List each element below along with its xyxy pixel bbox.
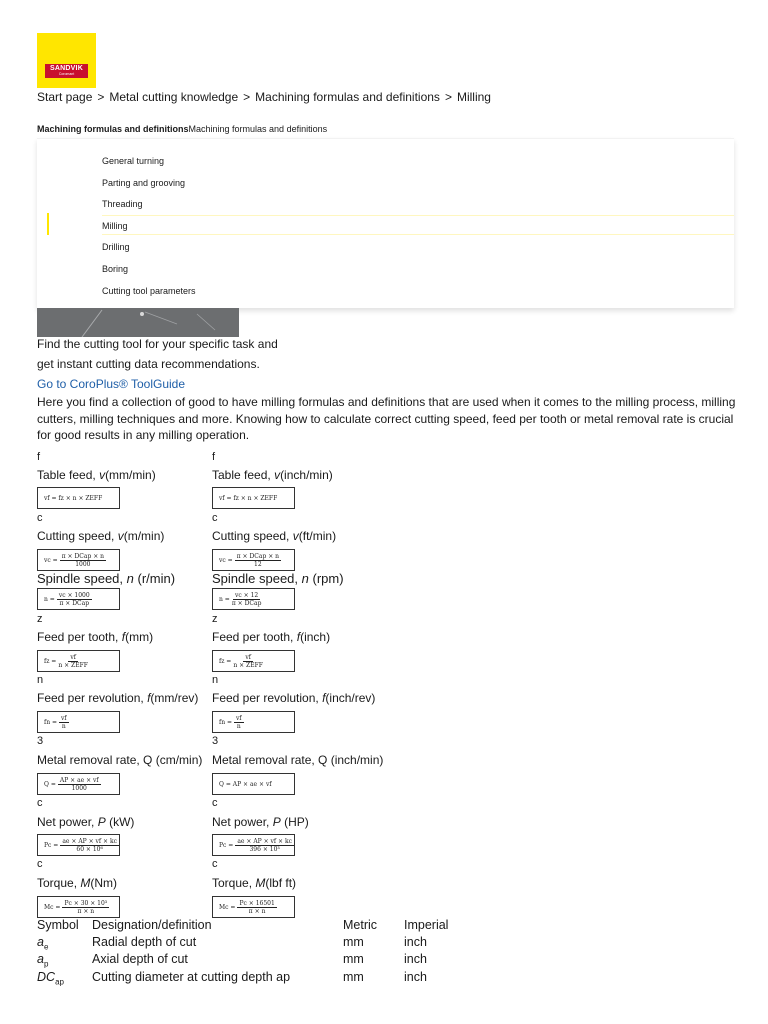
cutting-speed-imperial-label: Cutting speed, v(ft/min): [212, 529, 337, 543]
intro-paragraph: Here you find a collection of good to have milling formulas and definitions that are used when it comes to the milling process, milling cutters, milling techniques and more. Knowing how to calculate correct cutting speed, feed per tooth or metal removal rate is crucial for good results in any milling operation.: [37, 395, 736, 442]
section-letter: z: [212, 613, 218, 625]
spindle-speed-metric-label: Spindle speed, n (r/min): [37, 571, 176, 586]
section-letter: z: [37, 613, 43, 625]
menu-item-cutting-tool-parameters[interactable]: Cutting tool parameters: [102, 286, 196, 296]
breadcrumb-milling[interactable]: Milling: [456, 90, 491, 104]
section-letter: 3: [37, 735, 44, 747]
table-header-imperial: Imperial: [404, 918, 449, 932]
section-title[interactable]: [37, 123, 327, 135]
breadcrumb-formulas[interactable]: Machining formulas and definitions: [255, 90, 440, 104]
sandvik-logo[interactable]: [37, 33, 96, 88]
feed-per-tooth-imperial-label: Feed per tooth, f(inch): [212, 630, 331, 644]
cutting-speed-metric-formula: vc = $\frac{\text{π × DCap × n}}{1000}$: [37, 549, 120, 571]
table-feed-metric-label: Table feed, v(mm/min): [37, 468, 156, 482]
table-metric-unit: mm: [343, 935, 364, 949]
section-title-normal: Machining formulas and definitions: [188, 124, 328, 134]
formulas-menu: [37, 138, 734, 308]
toolguide-link[interactable]: Go to CoroPlus® ToolGuide: [37, 377, 186, 391]
spindle-speed-imperial-label: Spindle speed, n (rpm): [212, 571, 344, 586]
net-power-metric-formula: Pc = $\frac{ae \times AP \times vf \times kc}{\text{60 × 10⁶}}$: [37, 834, 120, 856]
menu-item-drilling[interactable]: Drilling: [102, 242, 130, 252]
promo-line-2: get instant cutting data recommendations.: [37, 357, 260, 371]
feed-per-rev-imperial-formula: fn = $\frac{vf}{n}$: [212, 711, 295, 733]
logo-sub: Coromant: [58, 72, 75, 76]
section-letter: c: [37, 797, 43, 809]
section-letter: f: [212, 451, 216, 463]
feed-per-rev-metric-label: Feed per revolution, f(mm/rev): [37, 691, 199, 705]
table-header-metric: Metric: [343, 918, 378, 932]
table-feed-imperial-label: Table feed, v(inch/min): [212, 468, 333, 482]
section-letter: n: [37, 674, 44, 686]
feed-per-rev-imperial-label: Feed per revolution, f(inch/rev): [212, 691, 376, 705]
menu-item-parting-grooving[interactable]: Parting and grooving: [102, 178, 186, 188]
feed-per-tooth-metric-formula: fz = $\frac{vf}{\text{n × ZEFF}}$: [37, 650, 120, 672]
breadcrumb-start-page[interactable]: Start page: [37, 90, 93, 104]
table-imperial-unit: inch: [404, 970, 427, 984]
feed-per-tooth-imperial-formula: fz = $\frac{vf}{\text{n × ZEFF}}$: [212, 650, 295, 672]
breadcrumb-separator: >: [97, 90, 105, 104]
menu-item-boring[interactable]: Boring: [102, 264, 129, 274]
net-power-metric-label: Net power, P (kW): [37, 815, 135, 829]
table-header-symbol: Symbol: [37, 918, 79, 932]
breadcrumb-metal-cutting[interactable]: Metal cutting knowledge: [109, 90, 239, 104]
table-imperial-unit: inch: [404, 935, 427, 949]
menu-item-milling[interactable]: Milling: [102, 215, 734, 235]
table-feed-imperial-formula: vf = fz × n × ZEFF: [212, 487, 295, 509]
promo-line-1: Find the cutting tool for your specific task and: [37, 337, 278, 351]
menu-item-threading[interactable]: Threading: [102, 199, 143, 209]
breadcrumb-separator: >: [243, 90, 251, 104]
removal-rate-imperial-formula: Q = AP × ae × vf: [212, 773, 295, 795]
feed-per-tooth-metric-label: Feed per tooth, f(mm): [37, 630, 154, 644]
section-letter: c: [37, 858, 43, 870]
table-symbol: $DC_{ap}$: [37, 970, 64, 987]
table-imperial-unit: inch: [404, 952, 427, 966]
menu-item-general-turning[interactable]: General turning: [102, 156, 165, 166]
section-title-bold: Machining formulas and definitions: [37, 124, 189, 134]
net-power-imperial-formula: Pc = $\frac{ae \times AP \times vf \times kc}{\text{396 × 10³}}$: [212, 834, 295, 856]
section-letter: 3: [212, 735, 219, 747]
table-definition: Cutting diameter at cutting depth ap: [92, 970, 291, 984]
torque-imperial-label: Torque, M(lbf ft): [212, 876, 297, 890]
logo-badge: [45, 64, 88, 78]
spindle-speed-metric-formula: n = $\frac{vc \times 1000}{\text{π × DCap}}$: [37, 588, 120, 610]
table-definition: Axial depth of cut: [92, 952, 188, 966]
section-letter: c: [212, 797, 218, 809]
section-letter: f: [37, 451, 41, 463]
spindle-speed-imperial-formula: n = $\frac{vc \times 12}{\text{π × DCap}}$: [212, 588, 295, 610]
hero-image: [37, 308, 239, 337]
table-symbol: $a_e$: [37, 935, 49, 952]
net-power-imperial-label: Net power, P (HP): [212, 815, 309, 829]
table-metric-unit: mm: [343, 970, 364, 984]
table-header-definition: Designation/definition: [92, 918, 212, 932]
removal-rate-metric-label: Metal removal rate, Q (cm/min): [37, 753, 203, 767]
table-feed-metric-formula: vf = fz × n × ZEFF: [37, 487, 120, 509]
table-definition: Radial depth of cut: [92, 935, 197, 949]
cutting-speed-metric-label: Cutting speed, v(m/min): [37, 529, 165, 543]
breadcrumb: [37, 89, 491, 105]
logo-brand: SANDVIK: [50, 65, 83, 72]
removal-rate-metric-formula: Q = $\frac{AP \times ae \times vf}{1000}$: [37, 773, 120, 795]
torque-imperial-formula: Mc = $\frac{Pc \times 16501}{\pi \times n}$: [212, 896, 295, 918]
removal-rate-imperial-label: Metal removal rate, Q (inch/min): [212, 753, 384, 767]
breadcrumb-separator: >: [444, 90, 452, 104]
table-symbol: $a_p$: [37, 952, 49, 969]
section-letter: c: [37, 512, 43, 524]
table-metric-unit: mm: [343, 952, 364, 966]
active-item-marker: [47, 213, 49, 235]
feed-per-rev-metric-formula: fn = $\frac{vf}{n}$: [37, 711, 120, 733]
torque-metric-formula: Mc = $\frac{\text{Pc × 30 × 10³}}{\pi \times n}$: [37, 896, 120, 918]
section-letter: n: [212, 674, 219, 686]
section-letter: c: [212, 858, 218, 870]
torque-metric-label: Torque, M(Nm): [37, 876, 118, 890]
section-letter: c: [212, 512, 218, 524]
cutting-speed-imperial-formula: vc = $\frac{\text{π × DCap × n}}{12}$: [212, 549, 295, 571]
